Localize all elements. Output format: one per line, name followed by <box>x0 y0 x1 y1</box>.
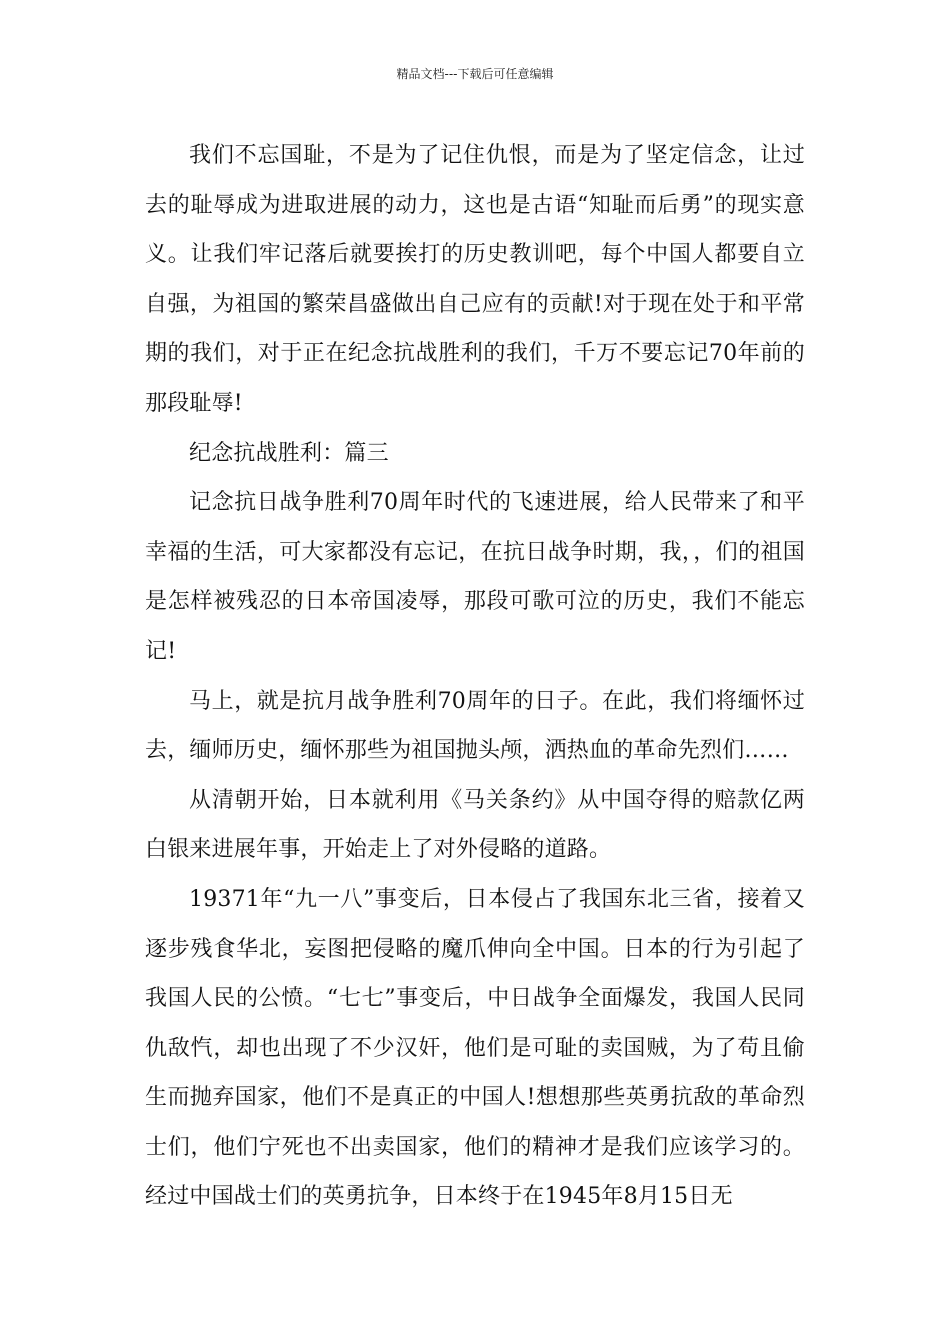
paragraph-3: 马上，就是抗月战争胜利70周年的日子。在此，我们将缅怀过去，缅师历史，缅怀那些为祖国抛头颅，洒热血的革命先烈们…… <box>145 688 805 764</box>
paragraph-2: 记念抗日战争胜利70周年时代的飞速进展，给人民带来了和平幸福的生活，可大家都没有忘记，在抗日战争时期，我，，们的祖国是怎样被残忍的日本帝国凌辱，那段可歌可泣的历史，我们不能忘记! <box>145 490 805 664</box>
paragraph-4: 从清朝开始，日本就利用《马关条约》从中国夺得的赔款亿两白银来进展年事，开始走上了对外侵略的道路。 <box>145 787 805 863</box>
paragraph-5: 19371年“九一八”事变后，日本侵占了我国东北三省，接着又逐步残食华北，妄图把侵略的魔爪伸向全中国。日本的行为引起了我国人民的公愤。“七七”事变后，中日战争全面爆发，我国人民同仇敌忾，却也出现了不少汉奸，他们是可耻的卖国贼，为了苟且偷生而抛弃国家，他们不是真正的中国人!想想那些英勇抗敌的革命烈士们，他们宁死也不出卖国家，他们的精神才是我们应该学习的。经过中国战士们的英勇抗争，日本终于在1945年8月15日无 <box>145 886 805 1210</box>
page-header: 精品文档---下载后可任意编辑 <box>396 67 554 81</box>
paragraph-1: 我们不忘国耻，不是为了记住仇恨，而是为了坚定信念，让过去的耻辱成为进取进展的动力，这也是古语“知耻而后勇”的现实意义。让我们牢记落后就要挨打的历史教训吧，每个中国人都要自立自强，为祖国的繁荣昌盛做出自己应有的贡献!对于现在处于和平常期的我们，对于正在纪念抗战胜利的我们，千万不要忘记70年前的那段耻辱! <box>145 143 805 416</box>
document-body <box>145 131 805 1222</box>
section-heading: 纪念抗战胜利：篇三 <box>189 440 389 466</box>
